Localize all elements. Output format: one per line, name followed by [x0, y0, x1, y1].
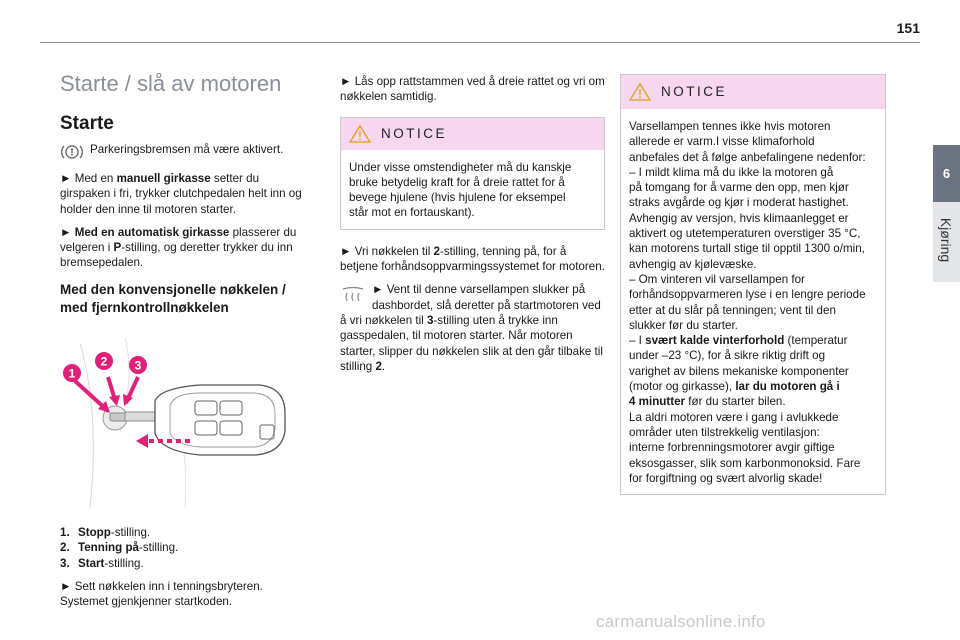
notice-title: NOTICE [661, 84, 728, 100]
callout-2-label: 2 [100, 354, 108, 369]
key-heading: Med den konvensjonelle nøkkelen / med fjernkontrollnøkkelen [60, 281, 286, 315]
notice-header [621, 75, 885, 109]
warning-triangle-icon [629, 83, 651, 101]
notice-box-1 [340, 117, 605, 230]
notice-title: NOTICE [381, 125, 448, 141]
notice-box-2 [620, 74, 886, 495]
column-1 [60, 70, 312, 610]
list-item: 1. Stopp-stilling. [60, 526, 151, 540]
preheat-lamp-icon [340, 285, 366, 303]
automatic-gearbox-text: ► Med en automatisk girkasse plasserer du velgeren i P-stilling, og deretter trykker du inn bremsepedalen. [60, 225, 297, 270]
wait-lamp-text: ► Vent til denne varsellampen slukker på dashbordet, slå deretter på startmotoren ved å vri nøkkelen til 3-stilling uten å trykke inn gasspedalen, til motoren starter. Når motoren starter, slipper du nøkkelen slik at den går tilbake til stilling 2. [340, 283, 603, 373]
parking-note [60, 142, 312, 161]
header-rule [40, 42, 920, 43]
column-3 [620, 74, 886, 509]
chapter-label: Kjøring [938, 217, 954, 263]
position-list [60, 525, 312, 571]
notice-header [341, 118, 604, 150]
parking-note-text: Parkeringsbremsen må være aktivert. [90, 143, 284, 156]
notice-body: Varsellampen tennes ikke hvis motoren allerede er varm.I visse klimaforhold anbefales det å følge anbefalingene nedenfor: – I mildt klima må du ikke la motoren gå på tomgang for å varme den opp, men kjør straks avgårde og kjør i moderat hastighet. Avhengig av versjon, hvis klimaanlegget er aktivert og utetemperaturen overstiger 35 °C, kan motorens turtall stige til opptil 1300 o/min, avhengig av kjølevæske. – Om vinteren vil varsellampen for forhåndsoppvarmeren lyse i en lengre periode etter at du slår på tenningen; vent til den slukker før du starter. – I svært kalde vinterforhold (temperatur under –23 °C), for å sikre riktig drift og varighet av bilens mekaniske komponenter (motor og girkasse), lar du motoren gå i 4 minutter før du starter bilen. La aldri motoren være i gang i avlukkede områder uten tilstrekkelig ventilasjon: interne forbrenningsmotorer avgir giftige eksosgasser, slik som karbonmonoksid. Fare for forgiftning og svært alvorlig skade! [629, 120, 866, 485]
list-item: 2. Tenning på-stilling. [60, 541, 179, 555]
callout-3-label: 3 [134, 358, 142, 373]
unlock-text: ► Lås opp rattstammen ved å dreie rattet og vri om nøkkelen samtidig. [340, 75, 605, 104]
brake-warning-icon [60, 143, 84, 161]
section-title: Starte / slå av motoren [60, 71, 282, 96]
list-item: 3. Start-stilling. [60, 556, 144, 570]
chapter-tab[interactable]: 6 [933, 145, 960, 202]
notice-body: Under visse omstendigheter må du kanskje bruke betydelig kraft for å dreie rattet for å bevege hjulene (hvis hjulene for eksempel står mot en fortauskant). [349, 160, 572, 220]
insert-key-text: ► Sett nøkkelen inn i tenningsbryteren. Systemet gjenkjenner startkoden. [60, 579, 263, 609]
ignition-key-figure [60, 333, 290, 513]
turn-key-text: ► Vri nøkkelen til 2-stilling, tenning på, for å betjene forhåndsoppvarmingssystemet for motoren. [340, 244, 605, 274]
column-2 [340, 74, 605, 374]
callout-1-label: 1 [68, 366, 76, 381]
manual-gearbox-text: ► Med en manuell girkasse setter du girspaken i fri, trykker clutchpedalen helt inn og holder den inne til motoren starter. [60, 172, 302, 216]
watermark: carmanualsonline.info [596, 612, 766, 631]
warning-triangle-icon [349, 125, 371, 143]
page-number: 151 [896, 20, 920, 36]
start-heading: Starte [60, 113, 114, 134]
